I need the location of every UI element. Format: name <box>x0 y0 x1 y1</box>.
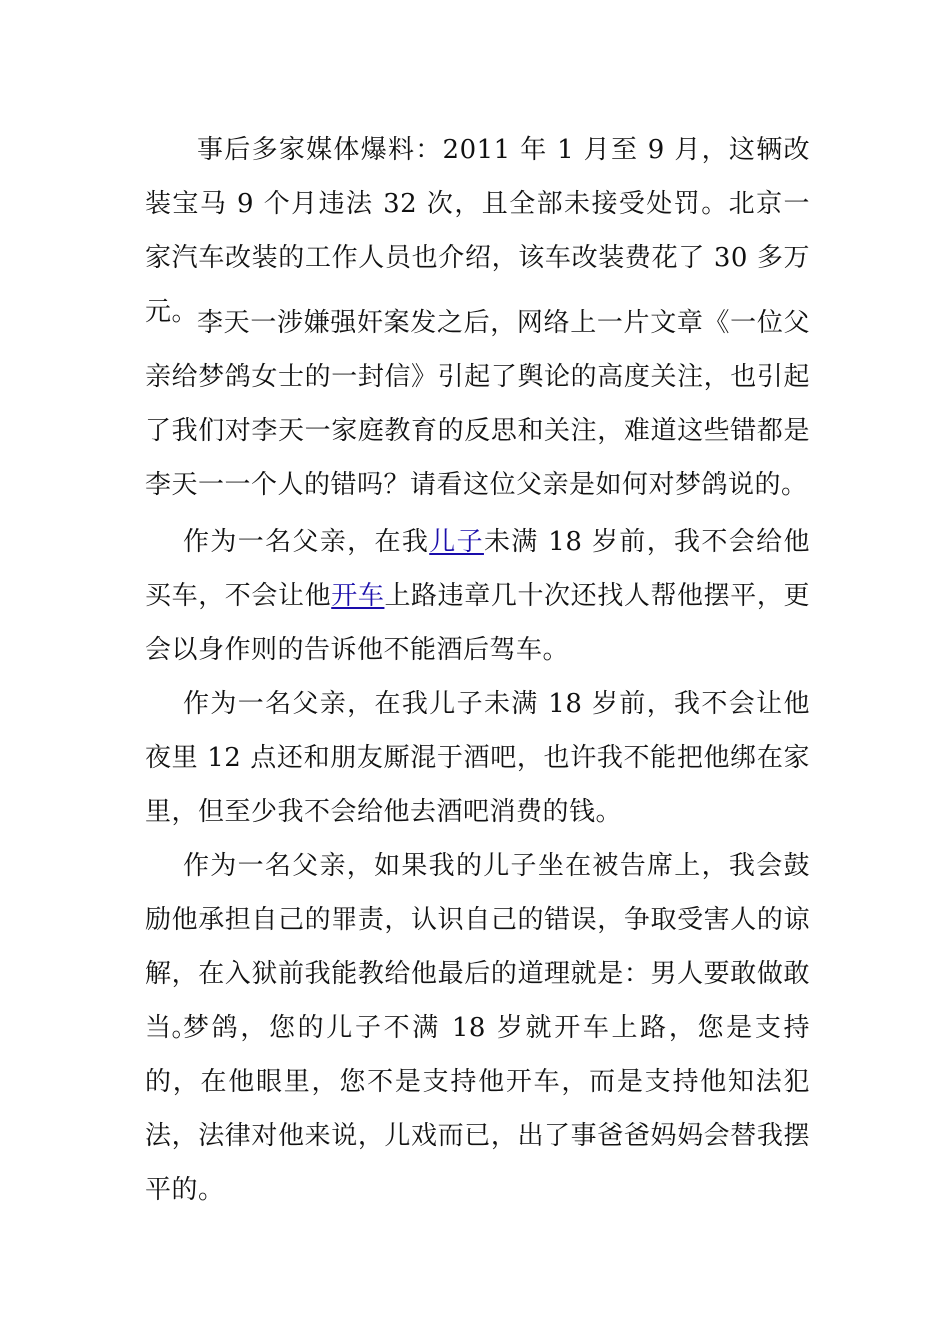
paragraph-to-mengge: 梦鸽，您的儿子不满 18 岁就开车上路，您是支持的，在他眼里，您不是支持他开车，而是支持他知法犯法，法律对他来说，儿戏而已，出了事爸爸妈妈会替我摆平的。 <box>145 1013 810 1205</box>
paragraph-father-car <box>145 515 810 677</box>
paragraph-father-bar: 作为一名父亲，在我儿子未满 18 岁前，我不会让他夜里 12 点还和朋友厮混于酒吧，也许我不能把他绑在家里，但至少我不会给他去酒吧消费的钱。 <box>145 689 810 827</box>
paragraph-text-segment: 上路违章几十次还找人帮他摆平，更会以身作则的告诉他不能酒后驾车。 <box>145 581 810 665</box>
paragraph-text-segment: 作为一名父亲，在我 <box>183 527 430 557</box>
paragraph-case-background: 李天一涉嫌强奸案发之后，网络上一片文章《一位父亲给梦鸽女士的一封信》引起了舆论的高度关注，也引起了我们对李天一家庭教育的反思和关注，难道这些错都是李天一一个人的错吗？请看这位父亲是如何对梦鸽说的。 <box>145 308 810 500</box>
paragraph-father-court: 作为一名父亲，如果我的儿子坐在被告席上，我会鼓励他承担自己的罪责，认识自己的错误，争取受害人的谅解，在入狱前我能教给他最后的道理就是：男人要敢做敢当。 <box>145 851 810 1043</box>
paragraph-text-segment: 未满 18 岁前，我不会给他买车，不会让他 <box>145 527 810 611</box>
paragraph-media-report: 事后多家媒体爆料：2011 年 1 月至 9 月，这辆改装宝马 9 个月违法 32 次，且全部未接受处罚。北京一家汽车改装的工作人员也介绍，该车改装费花了 30 多万元。 <box>145 135 810 327</box>
link-son[interactable]: 儿子 <box>429 527 484 557</box>
link-driving[interactable]: 开车 <box>331 581 385 611</box>
